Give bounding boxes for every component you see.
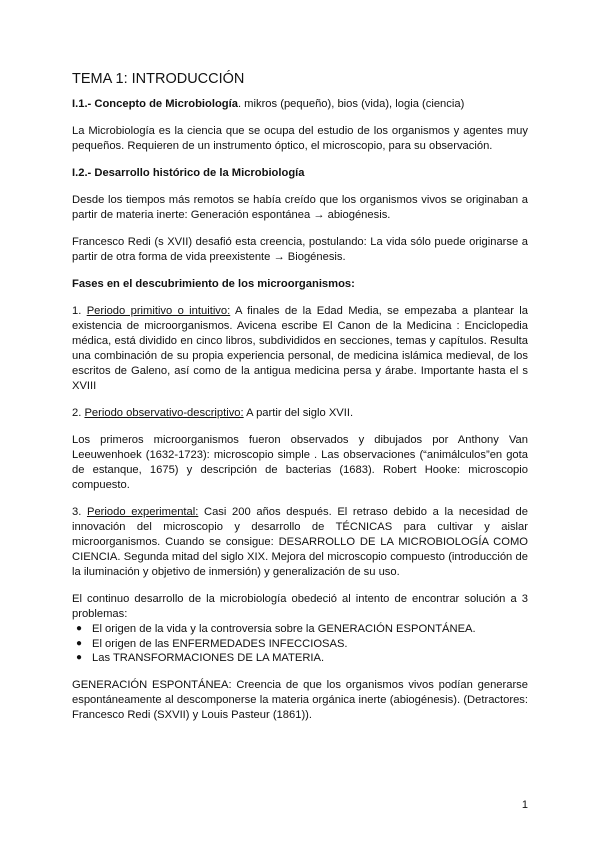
section-2-heading: I.2.- Desarrollo histórico de la Microbiología: [72, 167, 305, 179]
redi-paragraph: Francesco Redi (s XVII) desafió esta creencia, postulando: La vida sólo puede originarse a partir de otra forma de vida preexistente → Biogénesis.: [72, 236, 528, 263]
bullet-icon: ●: [76, 652, 83, 663]
section-1-heading: I.1.- Concepto de Microbiología: [72, 98, 238, 110]
microbiology-definition: La Microbiología es la ciencia que se ocupa del estudio de los organismos y agentes muy pequeños. Requieren de un instrumento óptico, el microscopio, para su observación.: [72, 125, 528, 152]
etymology-text: . mikros (pequeño), bios (vida), logia (ciencia): [237, 98, 465, 110]
phase-1-label: Periodo primitivo o intuitivo:: [86, 305, 231, 317]
list-item: [72, 622, 528, 637]
list-item-text: El origen de las ENFERMEDADES INFECCIOSAS.: [92, 637, 348, 650]
spontaneous-generation-definition: GENERACIÓN ESPONTÁNEA: Creencia de que los organismos vivos podían generarse espontáneamente al descomponerse la materia orgánica inerte (abiogénesis). (Detractores: Francesco Redi (SXVII) y Louis Pasteur (1861)).: [72, 678, 528, 721]
spontaneous-generation-paragraph: Desde los tiempos más remotos se había creído que los organismos vivos se originaban a partir de materia inerte: Generación espontánea → abiogénesis.: [72, 194, 528, 221]
list-item: [72, 651, 528, 666]
phase-1-number: 1.: [72, 305, 87, 317]
phase-1-paragraph: [72, 304, 528, 394]
section-1-heading-line: [72, 97, 528, 112]
problems-intro: El continuo desarrollo de la microbiología obedeció al intento de encontrar solución a 3 problemas:: [72, 593, 528, 620]
phase-2-body: Los primeros microorganismos fueron observados y dibujados por Anthony Van Leeuwenhoek (1632-1723): microscopio simple . Las observaciones (“animálculos”en gota de estanque, 1675) y descripción de bacterias (1683). Robert Hooke: microscopio compuesto.: [72, 434, 528, 491]
phases-heading: Fases en el descubrimiento de los microorganismos:: [72, 278, 355, 290]
phase-1-text: A finales de la Edad Media, se empezaba a plantear la existencia de microorganismos. Avicena escribe El Canon de la Medicina : Enciclopedia médica, está dividido en cinco libros, subdivididos en secciones, temas y capítulos. Resulta una combinación de su propia experiencia personal, de medicina islámica medieval, de los escritos de Galeno, así como de la antigua medicina persa y árabe. Importante hasta el s XVIII: [72, 305, 528, 392]
phase-3-paragraph: [72, 505, 528, 580]
list-item: [72, 637, 528, 652]
page-title: TEMA 1: INTRODUCCIÓN: [72, 71, 245, 87]
phase-3-label: Periodo experimental:: [86, 506, 199, 518]
page-number: 1: [521, 799, 528, 811]
phase-2-label: Periodo observativo-descriptivo:: [84, 407, 244, 419]
bullet-icon: ●: [76, 637, 83, 649]
phase-2-number: 2.: [72, 407, 85, 419]
phase-3-number: 3.: [72, 506, 87, 518]
phase-2-paragraph: [72, 406, 528, 421]
list-item-text: Las TRANSFORMACIONES DE LA MATERIA.: [92, 652, 325, 664]
bullet-icon: ●: [76, 623, 83, 634]
problems-list: [72, 622, 528, 666]
phase-3-text: Casi 200 años después. El retraso debido a la necesidad de innovación del microscopio y desarrollo de TÉCNICAS para cultivar y aislar microorganismos. Cuando se consigue: DESARROLLO DE LA MICROBIOLOGÍA COMO CIENCIA. Segunda mitad del siglo XIX. Mejora del microscopio compuesto (introducción de la iluminación y objetivo de inmersión) y generalización de su uso.: [72, 506, 528, 578]
phase-2-text: A partir del siglo XVII.: [243, 407, 354, 419]
list-item-text: El origen de la vida y la controversia sobre la GENERACIÓN ESPONTÁNEA.: [92, 623, 476, 635]
page-content: [72, 70, 528, 735]
